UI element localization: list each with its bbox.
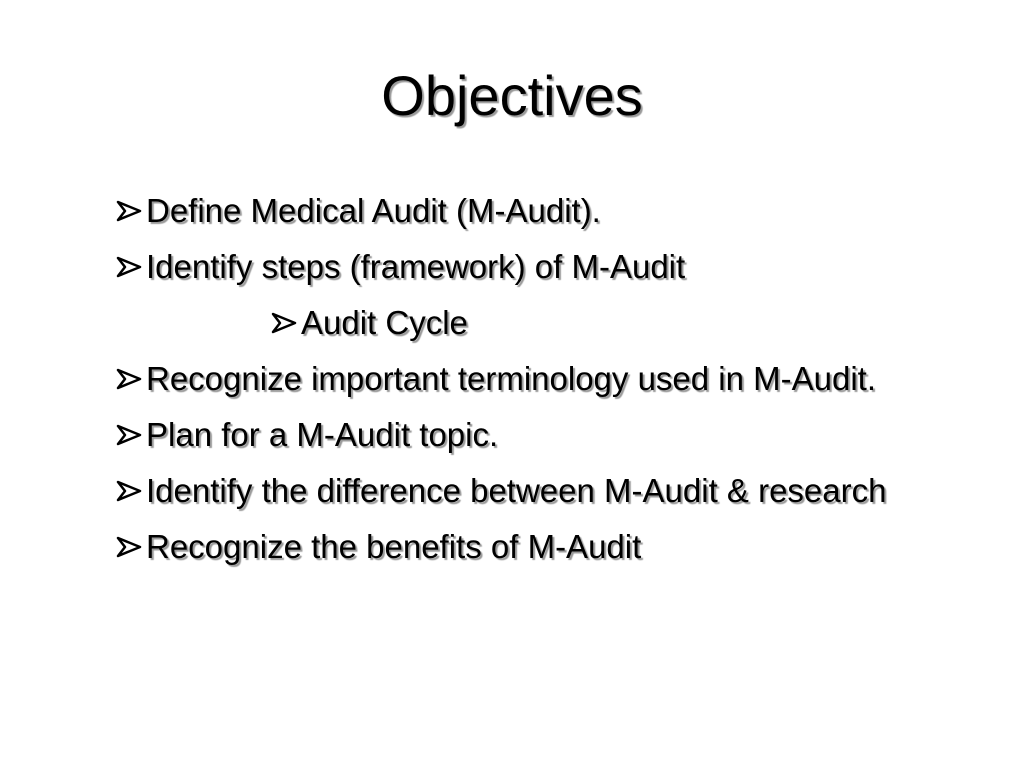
bullet-text: Audit Cycle [301,304,468,341]
slide-title: Objectives [381,64,643,127]
bullet-item [116,244,946,290]
arrow-bullet-icon [271,311,297,335]
bullet-text: Recognize the benefits of M-Audit [146,528,642,565]
bullet-text: Plan for a M-Audit topic. [146,416,499,453]
bullet-text: Identify steps (framework) of M-Audit [146,248,686,285]
arrow-bullet-icon [116,367,142,391]
bullet-item [116,412,946,458]
arrow-bullet-icon [116,423,142,447]
bullet-text: Identify the difference between M-Audit & research [146,472,887,509]
bullet-item [116,524,946,570]
arrow-bullet-icon [116,199,142,223]
bullet-item [116,356,946,402]
bullet-text: Define Medical Audit (M-Audit). [146,192,601,229]
objectives-list [116,188,946,580]
bullet-item [116,468,946,514]
bullet-text: Recognize important terminology used in M-Audit. [146,360,877,397]
bullet-item [116,188,946,234]
arrow-bullet-icon [116,535,142,559]
arrow-bullet-icon [116,255,142,279]
arrow-bullet-icon [116,479,142,503]
sub-bullet-item [271,300,946,346]
